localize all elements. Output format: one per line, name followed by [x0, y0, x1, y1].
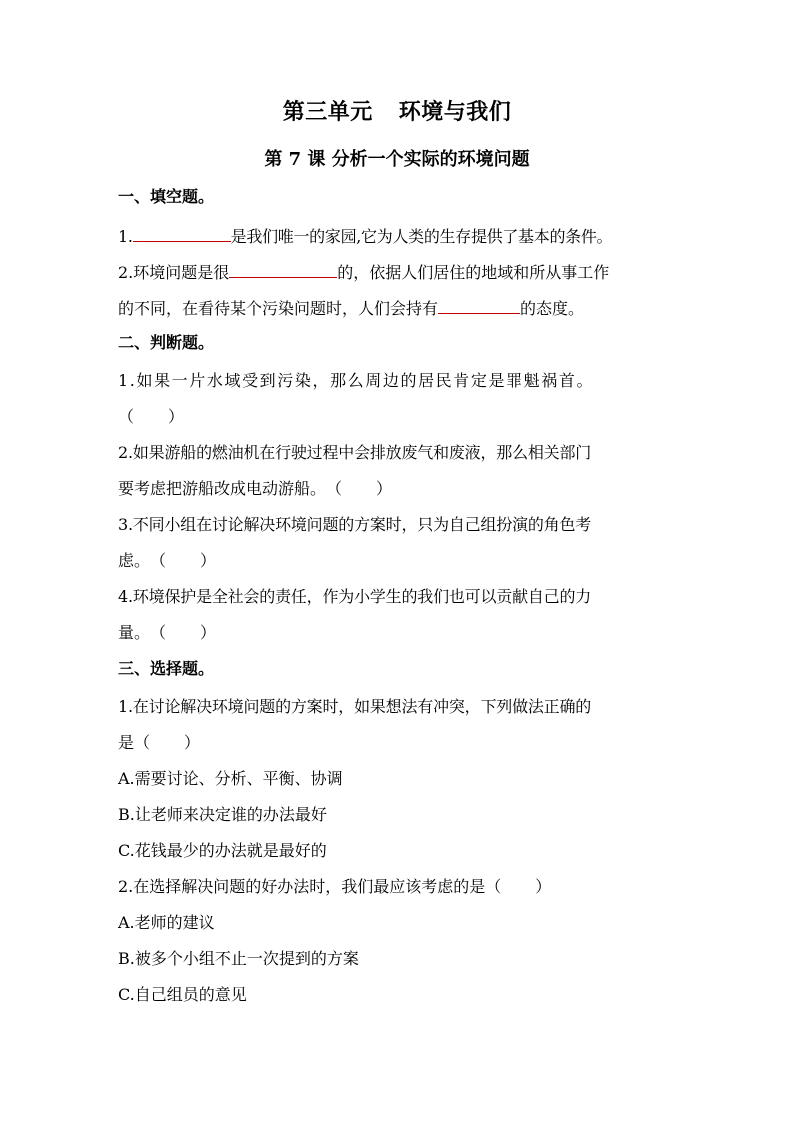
answer-paren[interactable]: （ ）: [134, 733, 201, 752]
judge-question-3-line-1: 3.不同小组在讨论解决环境问题的方案时，只为自己组扮演的角色考: [118, 515, 592, 534]
judge-question-2-line-2: 要考虑把游船改成电动游船。（ ）: [118, 479, 393, 498]
fill-question-1: 1. 是我们唯一的家园,它为人类的生存提供了基本的条件。: [118, 224, 688, 248]
choice-option[interactable]: C.自己组员的意见: [118, 985, 247, 1004]
judge-question-3-line-2: 虑。（ ）: [118, 551, 217, 570]
choice-option[interactable]: B.让老师来决定谁的办法最好: [118, 805, 327, 824]
answer-paren[interactable]: （ ）: [150, 623, 217, 642]
choice-option[interactable]: A.需要讨论、分析、平衡、协调: [118, 769, 343, 788]
judge-question-1-paren[interactable]: （ ）: [118, 407, 185, 426]
answer-blank[interactable]: [438, 296, 520, 314]
judge-question-1: 1.如果一片水域受到污染，那么周边的居民肯定是罪魁祸首。: [118, 371, 595, 390]
section-fill-in-heading: 一、填空题。: [118, 187, 215, 206]
answer-paren[interactable]: （ ）: [150, 551, 217, 570]
judge-question-4-line-1: 4.环境保护是全社会的责任，作为小学生的我们也可以贡献自己的力: [118, 587, 592, 606]
section-judgement-heading: 二、判断题。: [118, 333, 215, 352]
fill-question-2-line-1: 2.环境问题是很 的，依据人们居住的地域和所从事工作: [118, 260, 688, 284]
choice-option[interactable]: A.老师的建议: [118, 913, 215, 932]
fill-question-2-line-2: 的不同，在看待某个污染问题时，人们会持有 的态度。: [118, 296, 688, 320]
unit-name: 环境与我们: [398, 99, 512, 125]
section-choice-heading: 三、选择题。: [118, 659, 215, 678]
choice-question-1-line-2: 是（ ）: [118, 733, 201, 752]
lesson-title: 第 7 课 分析一个实际的环境问题: [264, 149, 530, 170]
answer-blank[interactable]: [229, 260, 337, 278]
unit-number: 第三单元: [282, 99, 373, 125]
judge-question-4-line-2: 量。（ ）: [118, 623, 217, 642]
choice-option[interactable]: C.花钱最少的办法就是最好的: [118, 841, 327, 860]
choice-question-2: 2.在选择解决问题的好办法时，我们最应该考虑的是（ ）: [118, 877, 552, 896]
choice-question-1-line-1: 1.在讨论解决环境问题的方案时，如果想法有冲突，下列做法正确的: [118, 697, 592, 716]
answer-paren[interactable]: （ ）: [485, 877, 552, 896]
judge-question-2-line-1: 2.如果游船的燃油机在行驶过程中会排放废气和废液，那么相关部门: [118, 443, 592, 462]
unit-title: [0, 95, 794, 126]
answer-blank[interactable]: [133, 224, 231, 242]
answer-paren[interactable]: （ ）: [326, 479, 393, 498]
choice-option[interactable]: B.被多个小组不止一次提到的方案: [118, 949, 359, 968]
